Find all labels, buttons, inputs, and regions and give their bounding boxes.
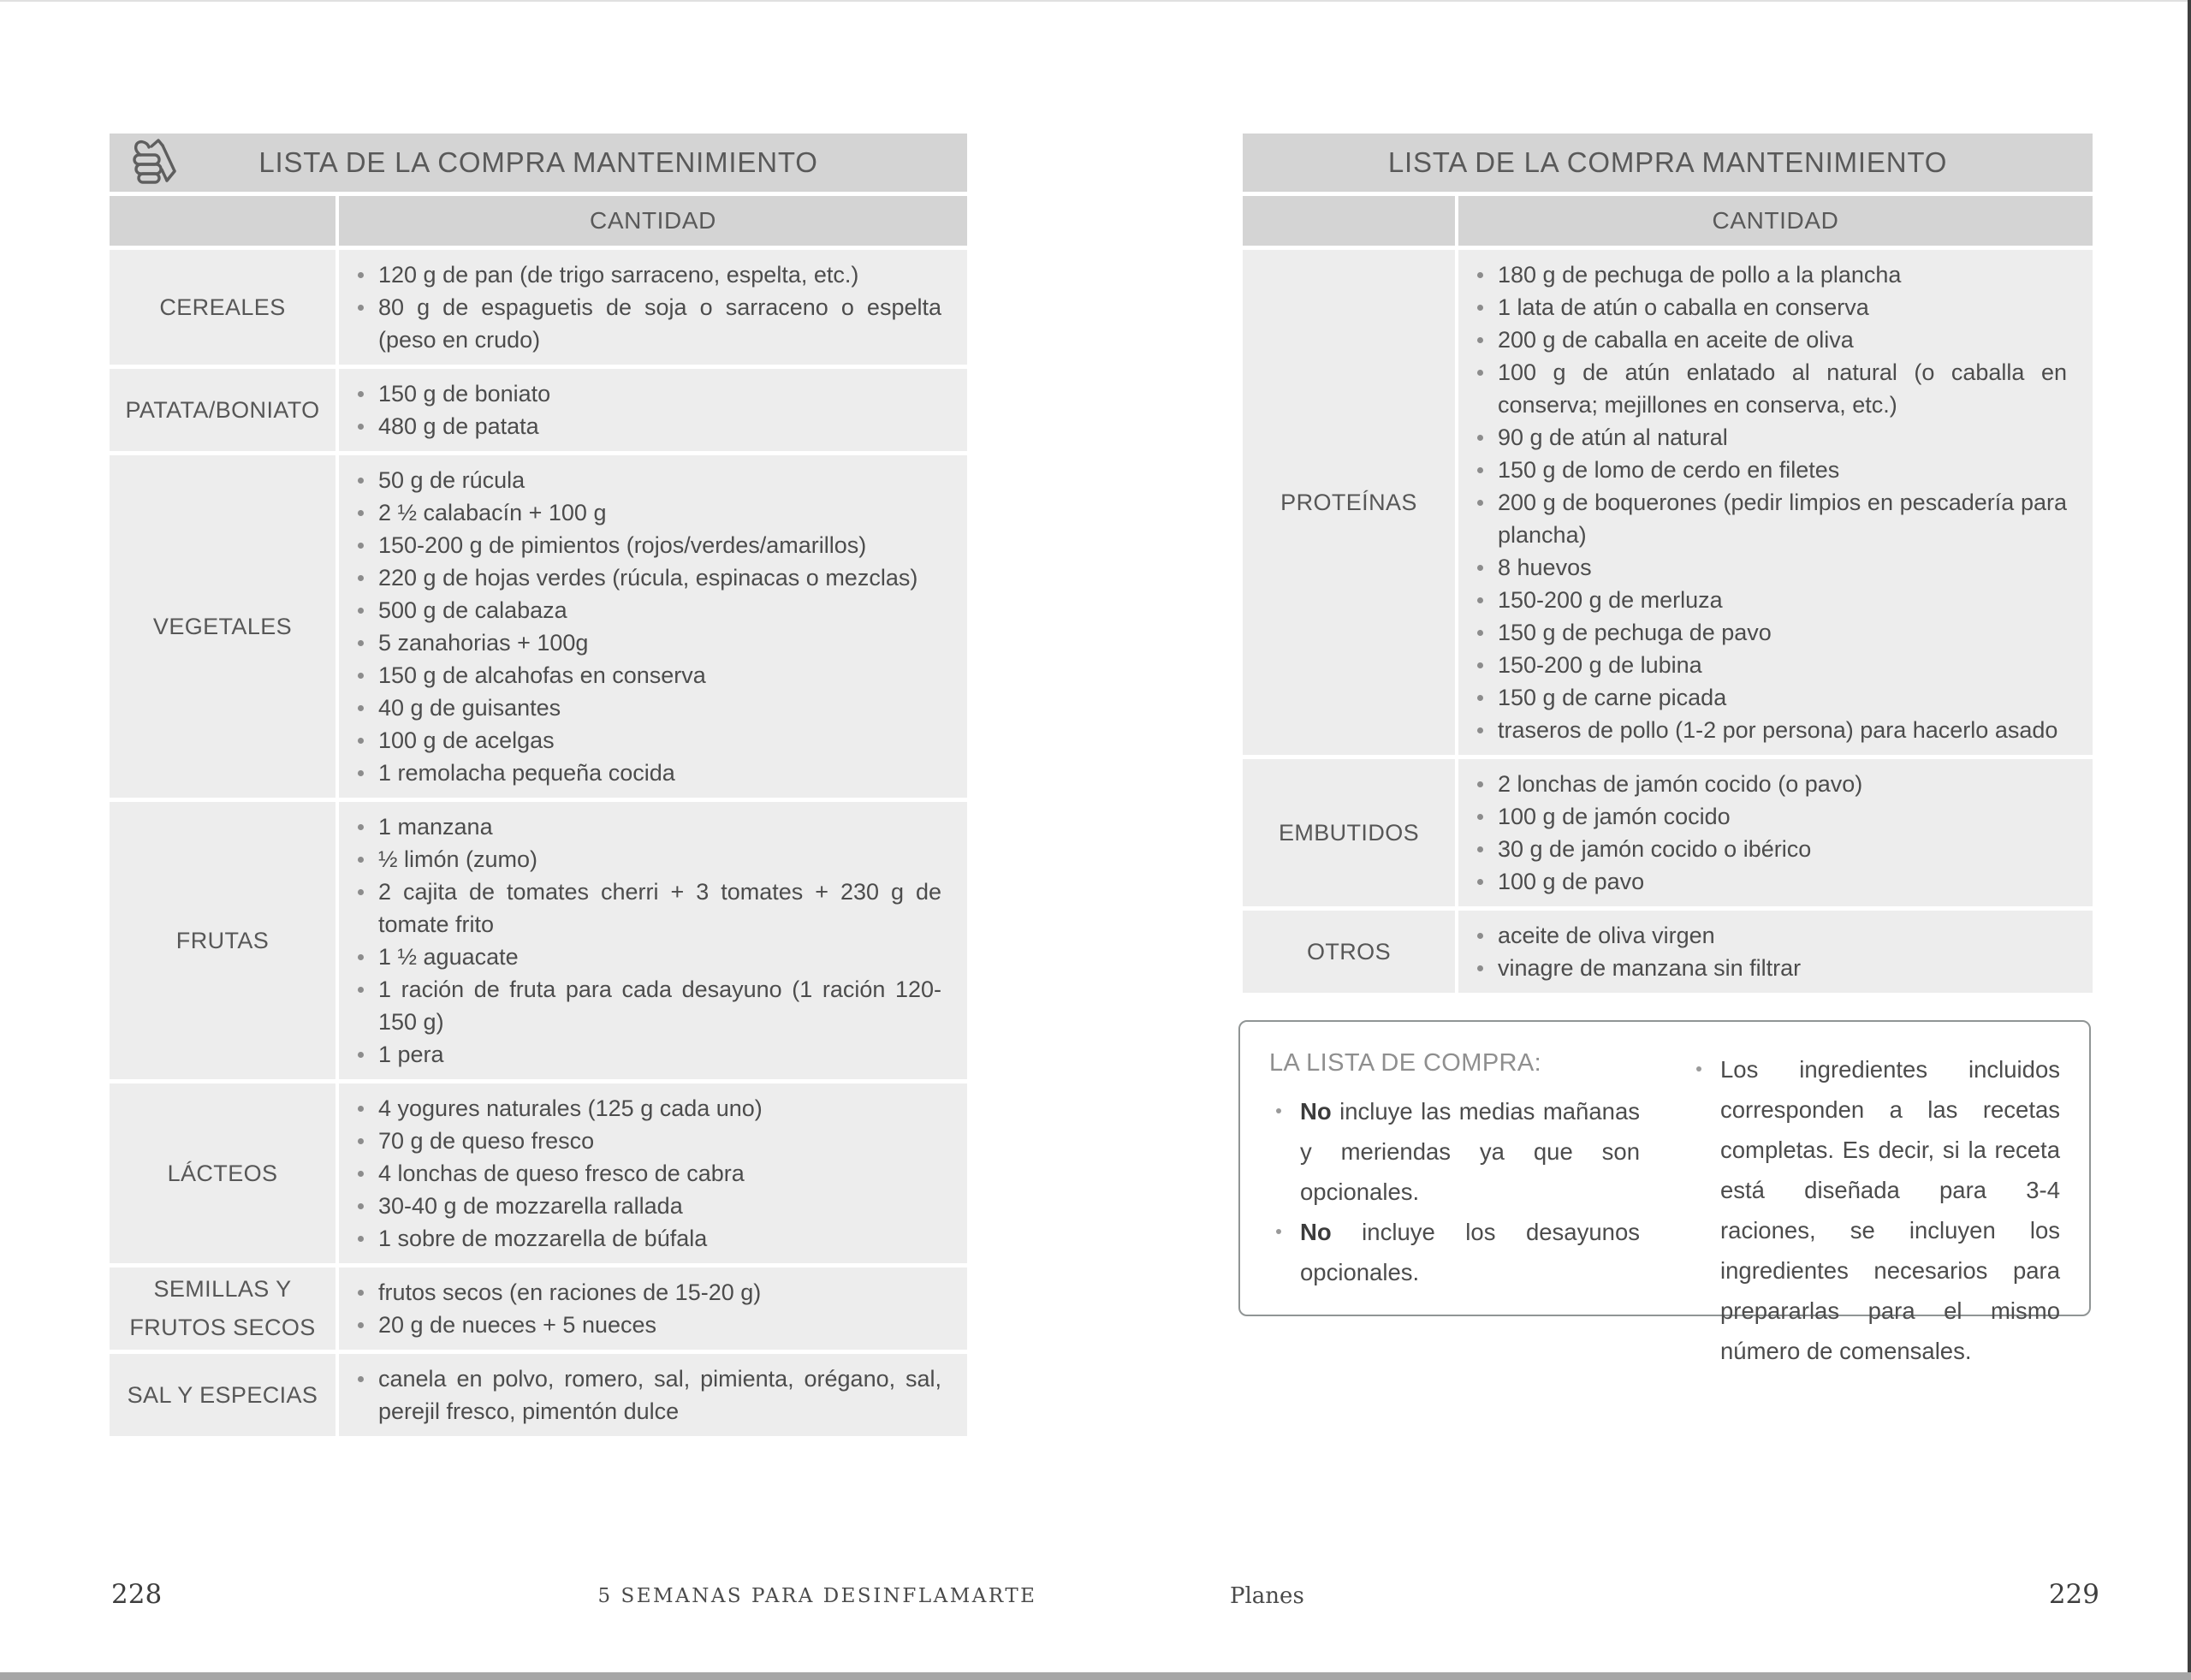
bullet-icon	[358, 1236, 364, 1242]
bullet-icon	[358, 1203, 364, 1209]
bullet-icon	[1477, 965, 1483, 971]
item-text: traseros de pollo (1-2 por persona) para hacerlo asado	[1498, 717, 2058, 743]
item-text: No incluye las medias mañanas y meriendas ya que son opcionales.	[1300, 1098, 1640, 1205]
category-cell: SAL Y ESPECIAS	[110, 1354, 335, 1436]
list-item	[1458, 258, 2067, 291]
item-text: 220 g de hojas verdes (rúcula, espinacas o mezclas)	[378, 565, 918, 591]
writing-hand-icon	[123, 136, 180, 189]
quantity-header-cell: CANTIDAD	[1458, 196, 2093, 246]
list-item	[339, 692, 941, 724]
list-item	[339, 1276, 941, 1309]
bullet-icon	[1276, 1108, 1281, 1113]
page-number-right: 229	[2048, 1579, 2099, 1610]
item-text: 100 g de pavo	[1498, 869, 1645, 894]
list-item	[1458, 291, 2067, 324]
item-text: 1 ½ aguacate	[378, 944, 519, 970]
quantity-cell	[339, 455, 967, 798]
quantity-cell	[339, 250, 967, 365]
bullet-icon	[358, 1171, 364, 1177]
bullet-icon	[1477, 846, 1483, 852]
item-text: Los ingredientes incluidos corresponden a las recetas completas. Es decir, si la receta está diseñada para 3-4 raciones, se incluyen los ingredientes necesarios para prepararlas para el mismo número de comensales.	[1720, 1056, 2060, 1364]
table-title-bar	[110, 134, 967, 192]
list-item	[339, 1092, 941, 1125]
bullet-icon	[1477, 565, 1483, 571]
table-row	[110, 455, 967, 798]
bullet-icon	[358, 543, 364, 549]
item-text: 20 g de nueces + 5 nueces	[378, 1312, 657, 1338]
bullet-icon	[358, 1052, 364, 1058]
bullet-icon	[1276, 1229, 1281, 1234]
list-item	[1458, 800, 2067, 833]
category-header-cell	[110, 196, 335, 246]
item-list	[339, 1092, 941, 1255]
quantity-cell	[339, 1354, 967, 1436]
note-box	[1238, 1020, 2091, 1364]
bullet-icon	[358, 1322, 364, 1328]
category-cell: VEGETALES	[110, 455, 335, 798]
table-title: LISTA DE LA COMPRA MANTENIMIENTO	[1387, 146, 1948, 178]
list-item	[1458, 768, 2067, 800]
table-row	[110, 1083, 967, 1263]
note-left-column	[1269, 1049, 1640, 1371]
item-text: 1 pera	[378, 1042, 444, 1067]
table-row	[110, 802, 967, 1079]
category-cell: OTROS	[1243, 911, 1455, 993]
list-item	[1458, 919, 2067, 952]
item-text: 1 lata de atún o caballa en conserva	[1498, 294, 1869, 320]
item-list	[339, 377, 941, 442]
quantity-cell	[1458, 250, 2093, 755]
bullet-icon	[358, 640, 364, 646]
list-item	[339, 1190, 941, 1222]
item-list	[339, 1362, 941, 1428]
item-text: aceite de oliva virgen	[1498, 923, 1715, 948]
bullet-icon	[1477, 781, 1483, 787]
table-row	[110, 369, 967, 451]
list-item	[339, 594, 941, 626]
item-text: 200 g de caballa en aceite de oliva	[1498, 327, 1854, 353]
bullet-icon	[358, 705, 364, 711]
item-list	[339, 258, 941, 356]
item-text: 1 sobre de mozzarella de búfala	[378, 1226, 708, 1251]
list-item	[339, 258, 941, 291]
item-text: 8 huevos	[1498, 555, 1592, 580]
item-list	[339, 810, 941, 1071]
quantity-header-cell: CANTIDAD	[339, 196, 967, 246]
item-list	[1458, 919, 2067, 984]
item-text: 150-200 g de pimientos (rojos/verdes/amarillos)	[378, 532, 867, 558]
list-item	[1269, 1212, 1640, 1292]
list-item	[339, 1222, 941, 1255]
bullet-icon	[358, 770, 364, 776]
item-text: 150 g de carne picada	[1498, 685, 1727, 710]
category-cell: SEMILLAS Y FRUTOS SECOS	[110, 1267, 335, 1350]
bullet-icon	[1477, 370, 1483, 376]
table-row	[1243, 759, 2093, 906]
item-text: 100 g de jamón cocido	[1498, 804, 1731, 829]
item-text: 50 g de rúcula	[378, 467, 525, 493]
list-item	[1458, 681, 2067, 714]
shopping-list-table-right	[1243, 134, 2093, 993]
category-cell: CEREALES	[110, 250, 335, 365]
table-row	[110, 1267, 967, 1350]
list-item	[339, 291, 941, 356]
bullet-icon	[1477, 337, 1483, 343]
bullet-icon	[358, 673, 364, 679]
item-text: ½ limón (zumo)	[378, 846, 538, 872]
item-text: 30-40 g de mozzarella rallada	[378, 1193, 683, 1219]
list-item	[1689, 1049, 2060, 1371]
bullet-icon	[358, 575, 364, 581]
list-item	[339, 1125, 941, 1157]
item-text: 180 g de pechuga de pollo a la plancha	[1498, 262, 1902, 288]
item-list	[339, 464, 941, 789]
item-text: 500 g de calabaza	[378, 597, 567, 623]
running-title: 5 SEMANAS PARA DESINFLAMARTE	[597, 1585, 1037, 1607]
list-item	[339, 377, 941, 410]
item-text: 120 g de pan (de trigo sarraceno, espelta, etc.)	[378, 262, 859, 288]
list-item	[339, 464, 941, 496]
quantity-cell	[1458, 911, 2093, 993]
list-item	[339, 659, 941, 692]
item-text: 480 g de patata	[378, 413, 539, 439]
list-item	[339, 973, 941, 1038]
note-right-column	[1689, 1049, 2060, 1371]
list-item	[339, 724, 941, 757]
bullet-icon	[1477, 630, 1483, 636]
item-text: 90 g de atún al natural	[1498, 424, 1728, 450]
scan-edge-right	[2188, 0, 2191, 1680]
item-text: 150-200 g de merluza	[1498, 587, 1723, 613]
item-text: 4 lonchas de queso fresco de cabra	[378, 1161, 745, 1186]
list-item	[1458, 324, 2067, 356]
list-item	[339, 757, 941, 789]
item-text: 100 g de atún enlatado al natural (o caballa en conserva; mejillones en conserva, etc.)	[1498, 359, 2067, 418]
item-text: 2 ½ calabacín + 100 g	[378, 500, 607, 525]
list-item	[1458, 865, 2067, 898]
note-right-list	[1689, 1049, 2060, 1371]
bullet-icon	[358, 391, 364, 397]
item-text: 1 manzana	[378, 814, 493, 840]
page-number-left: 228	[111, 1579, 163, 1610]
list-item	[1269, 1091, 1640, 1212]
category-cell: PROTEÍNAS	[1243, 250, 1455, 755]
item-text: 150 g de pechuga de pavo	[1498, 620, 1772, 645]
list-item	[339, 529, 941, 561]
bullet-icon	[358, 954, 364, 960]
bullet-icon	[358, 305, 364, 311]
bullet-icon	[358, 1106, 364, 1112]
table-row	[110, 1354, 967, 1436]
list-item	[339, 496, 941, 529]
bullet-icon	[1477, 435, 1483, 441]
list-item	[1458, 551, 2067, 584]
bullet-icon	[1477, 305, 1483, 311]
bullet-icon	[358, 608, 364, 614]
category-cell: LÁCTEOS	[110, 1083, 335, 1263]
list-item	[1458, 454, 2067, 486]
bullet-icon	[1696, 1066, 1701, 1072]
bullet-icon	[358, 1138, 364, 1144]
bullet-icon	[358, 478, 364, 484]
bullet-icon	[358, 738, 364, 744]
item-text: vinagre de manzana sin filtrar	[1498, 955, 1802, 981]
item-text: 1 remolacha pequeña cocida	[378, 760, 675, 786]
list-item	[1458, 421, 2067, 454]
item-text: 2 lonchas de jamón cocido (o pavo)	[1498, 771, 1863, 797]
item-list	[1458, 258, 2067, 746]
bullet-icon	[358, 1290, 364, 1296]
table-title: LISTA DE LA COMPRA MANTENIMIENTO	[258, 146, 818, 178]
bullet-icon	[1477, 662, 1483, 668]
item-list	[339, 1276, 941, 1341]
bullet-icon	[358, 1376, 364, 1382]
section-title: Planes	[1230, 1583, 1304, 1609]
note-left-list	[1269, 1091, 1640, 1292]
item-text: 80 g de espaguetis de soja o sarraceno o espelta (peso en crudo)	[378, 294, 941, 353]
item-text: 100 g de acelgas	[378, 727, 555, 753]
list-item	[339, 1362, 941, 1428]
category-cell: EMBUTIDOS	[1243, 759, 1455, 906]
list-item	[339, 1309, 941, 1341]
bullet-icon	[1477, 933, 1483, 939]
bullet-icon	[1477, 879, 1483, 885]
item-text: No incluye los desayunos opcionales.	[1300, 1219, 1640, 1285]
list-item	[1458, 833, 2067, 865]
quantity-cell	[1458, 759, 2093, 906]
list-item	[339, 1038, 941, 1071]
bullet-icon	[358, 272, 364, 278]
item-text: canela en polvo, romero, sal, pimienta, orégano, sal, perejil fresco, pimentón dulce	[378, 1366, 941, 1424]
item-list	[1458, 768, 2067, 898]
list-item	[339, 810, 941, 843]
bullet-icon	[358, 424, 364, 430]
bullet-icon	[1477, 814, 1483, 820]
table-header-row	[1243, 196, 2093, 246]
item-text: 4 yogures naturales (125 g cada uno)	[378, 1095, 763, 1121]
list-item	[1458, 356, 2067, 421]
bullet-icon	[1477, 695, 1483, 701]
item-text: 200 g de boquerones (pedir limpios en pescadería para plancha)	[1498, 490, 2067, 548]
scan-edge-bottom	[0, 1672, 2191, 1680]
category-cell: PATATA/BONIATO	[110, 369, 335, 451]
list-item	[339, 626, 941, 659]
list-item	[339, 1157, 941, 1190]
list-item	[1458, 486, 2067, 551]
bullet-icon	[358, 510, 364, 516]
list-item	[1458, 616, 2067, 649]
table-row	[1243, 250, 2093, 755]
shopping-list-table-left	[110, 134, 967, 1436]
item-text: 150-200 g de lubina	[1498, 652, 1702, 678]
item-text: 150 g de alcahofas en conserva	[378, 662, 706, 688]
table-row	[1243, 911, 2093, 993]
list-item	[1458, 584, 2067, 616]
category-cell: FRUTAS	[110, 802, 335, 1079]
item-text: 5 zanahorias + 100g	[378, 630, 589, 656]
bullet-icon	[1477, 467, 1483, 473]
note-grid	[1269, 1049, 2060, 1371]
bullet-icon	[1477, 272, 1483, 278]
item-text: 70 g de queso fresco	[378, 1128, 595, 1154]
bullet-icon	[1477, 727, 1483, 733]
item-text: frutos secos (en raciones de 15-20 g)	[378, 1279, 762, 1305]
quantity-cell	[339, 1083, 967, 1263]
item-text: 40 g de guisantes	[378, 695, 561, 721]
item-text: 30 g de jamón cocido o ibérico	[1498, 836, 1812, 862]
bullet-icon	[358, 889, 364, 895]
list-item	[1458, 952, 2067, 984]
quantity-cell	[339, 369, 967, 451]
item-text: 150 g de lomo de cerdo en filetes	[1498, 457, 1840, 483]
category-header-cell	[1243, 196, 1455, 246]
table-row	[110, 250, 967, 365]
list-item	[339, 876, 941, 941]
list-item	[339, 843, 941, 876]
bullet-icon	[358, 824, 364, 830]
bullet-icon	[1477, 597, 1483, 603]
table-header-row	[110, 196, 967, 246]
bullet-icon	[358, 857, 364, 863]
list-item	[1458, 649, 2067, 681]
note-title: LA LISTA DE COMPRA:	[1269, 1049, 1542, 1077]
list-item	[339, 941, 941, 973]
item-text: 150 g de boniato	[378, 381, 551, 407]
item-text: 1 ración de fruta para cada desayuno (1 ración 120-150 g)	[378, 977, 941, 1035]
table-title-bar	[1243, 134, 2093, 192]
item-text: 2 cajita de tomates cherri + 3 tomates + 230 g de tomate frito	[378, 879, 941, 937]
bullet-icon	[358, 987, 364, 993]
quantity-cell	[339, 1267, 967, 1350]
quantity-cell	[339, 802, 967, 1079]
list-item	[1458, 714, 2067, 746]
list-item	[339, 561, 941, 594]
list-item	[339, 410, 941, 442]
page-top-edge	[0, 0, 2191, 2]
bullet-icon	[1477, 500, 1483, 506]
